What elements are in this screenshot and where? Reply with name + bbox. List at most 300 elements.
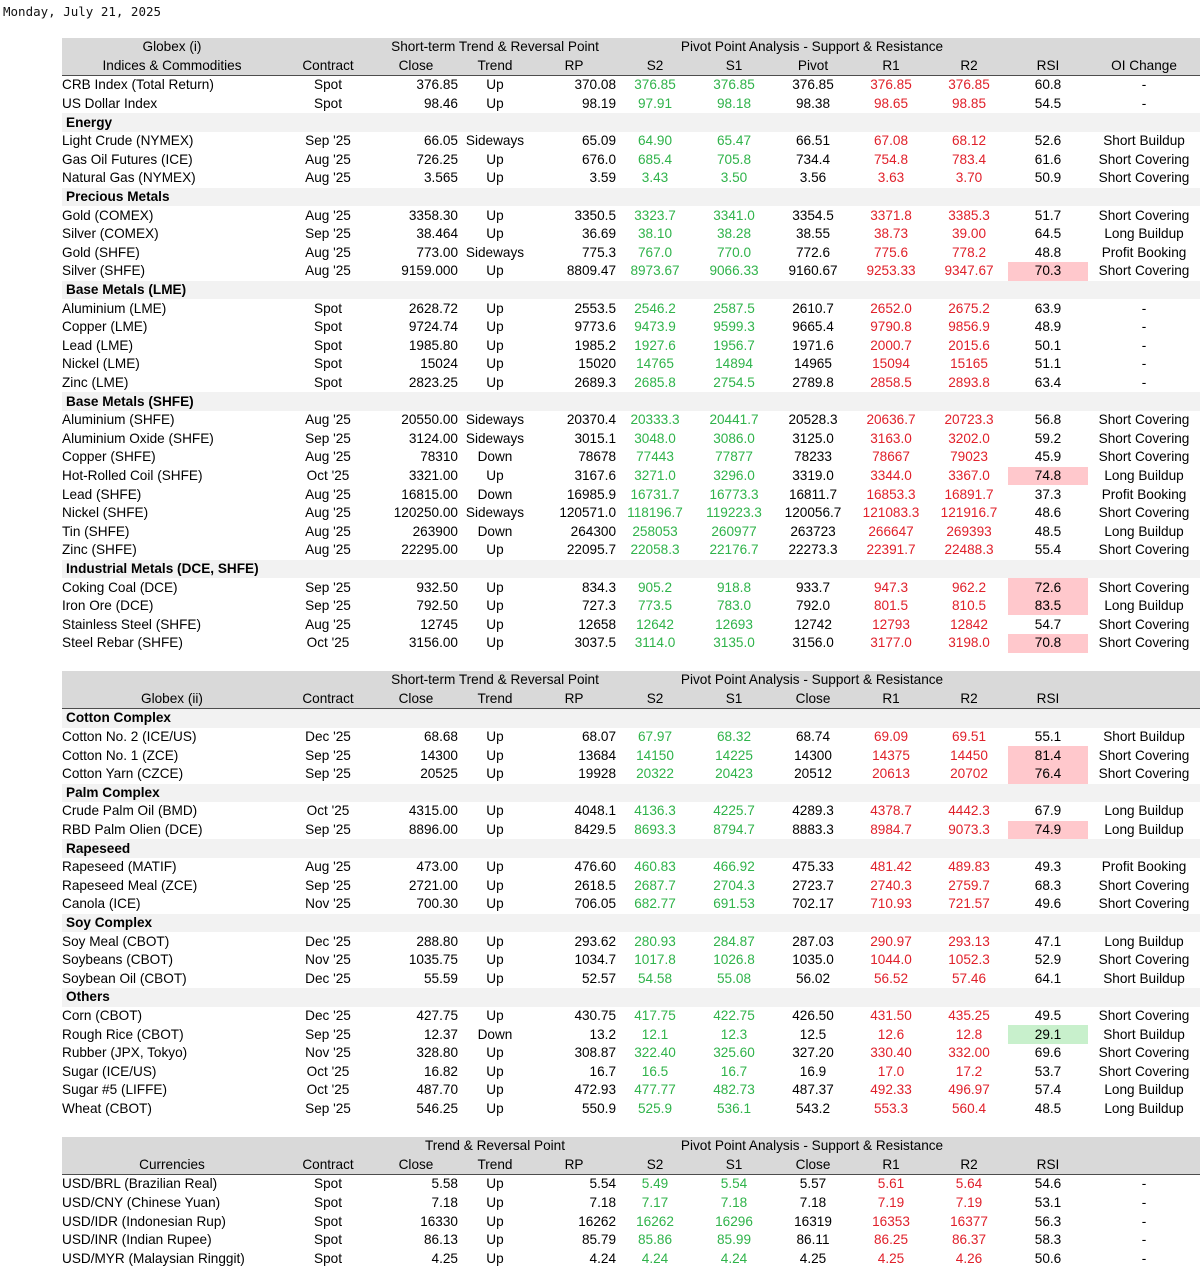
table-row: [62, 1007, 1200, 1026]
cell-rsi: 58.3: [1034, 1232, 1062, 1248]
cell-r1: 3.63: [877, 170, 905, 186]
table-row: [62, 374, 1200, 393]
cell-trend: Up: [486, 467, 504, 483]
cell-rsi: 53.7: [1034, 1063, 1062, 1079]
cell-contract: Aug '25: [305, 151, 351, 167]
cell-s1: 65.47: [717, 133, 752, 149]
cell-contract: Aug '25: [305, 412, 351, 428]
cell-rp: 120571.0: [559, 505, 617, 521]
cell-r2: 22488.3: [944, 542, 994, 558]
column-header-row: [62, 57, 1200, 76]
cell-close: 16330: [420, 1213, 458, 1229]
cell-rp: 52.57: [581, 970, 617, 986]
cell-pivot: 3319.0: [792, 467, 834, 483]
table-row: [62, 1062, 1200, 1081]
cell-r2: 86.37: [952, 1232, 987, 1248]
cell-s2: 773.5: [638, 598, 673, 614]
cell-close: 7.18: [431, 1195, 458, 1211]
cell-r1: 1044.0: [870, 952, 912, 968]
table-row: [62, 504, 1200, 523]
cell-r2: 9856.9: [948, 319, 990, 335]
cell-r2: 5.64: [955, 1176, 983, 1192]
cell-name: CRB Index (Total Return): [62, 77, 214, 93]
cell-rsi: 48.9: [1034, 319, 1062, 335]
cell-trend: Down: [477, 1026, 513, 1042]
cell-oi-change: Short Covering: [1098, 1045, 1190, 1061]
cell-close: 546.25: [416, 1100, 458, 1116]
cell-oi-change: Short Covering: [1098, 579, 1190, 595]
cell-pivot: 792.0: [796, 598, 831, 614]
cell-contract: Spot: [314, 1195, 342, 1211]
cell-oi-change: Long Buildup: [1104, 523, 1184, 539]
cell-rp: 9773.6: [574, 319, 617, 335]
cell-name: Natural Gas (NYMEX): [62, 170, 196, 186]
cell-oi-change: Short Covering: [1098, 542, 1190, 558]
section-header-row: [62, 784, 1200, 803]
cell-s1: 691.53: [713, 896, 755, 912]
cell-rp: 3015.1: [574, 430, 617, 446]
cell-rsi: 29.1: [1008, 1025, 1088, 1044]
cell-contract: Dec '25: [305, 933, 351, 949]
table-row: [62, 615, 1200, 634]
cell-trend: Up: [486, 542, 504, 558]
cell-rsi: 54.7: [1034, 616, 1062, 632]
cell-r1: 376.85: [870, 77, 912, 93]
cell-trend: Up: [486, 896, 504, 912]
globex-ii-table: [62, 671, 1200, 1118]
cell-close: 22295.00: [401, 542, 458, 558]
cell-oi-change: Short Covering: [1098, 747, 1190, 763]
cell-pivot: 5.57: [799, 1176, 827, 1192]
table-row: [62, 448, 1200, 467]
cell-s1: 284.87: [713, 933, 755, 949]
table-row: [62, 169, 1200, 188]
cell-trend: Up: [486, 356, 504, 372]
cell-r1: 492.33: [870, 1082, 912, 1098]
cell-s2: 97.91: [638, 96, 673, 112]
cell-contract: Aug '25: [305, 449, 351, 465]
cell-name: USD/CNY (Chinese Yuan): [62, 1195, 221, 1211]
cell-s1: 55.08: [717, 970, 752, 986]
table-row: [62, 1231, 1200, 1250]
cell-r1: 4378.7: [870, 803, 912, 819]
group-spacer: [282, 671, 374, 690]
section-title: Rapeseed: [62, 839, 1200, 858]
cell-pivot: 78233: [794, 449, 832, 465]
cell-trend: Up: [486, 877, 504, 893]
table-row: [62, 355, 1200, 374]
cell-contract: Aug '25: [305, 207, 351, 223]
cell-s2: 905.2: [638, 579, 673, 595]
cell-rp: 293.62: [574, 933, 617, 949]
cell-contract: Aug '25: [305, 542, 351, 558]
cell-rp: 36.69: [581, 226, 617, 242]
cell-pivot: 16811.7: [788, 486, 838, 502]
table-row: [62, 206, 1200, 225]
cell-r2: 435.25: [948, 1007, 990, 1023]
table-row: [62, 411, 1200, 430]
cell-s2: 1017.8: [634, 952, 676, 968]
cell-rsi: 37.3: [1034, 486, 1062, 502]
cell-rp: 20370.4: [566, 412, 617, 428]
cell-s2: 417.75: [634, 1007, 676, 1023]
section-header-row: [62, 839, 1200, 858]
cell-r2: 778.2: [952, 244, 987, 260]
cell-rp: 16985.9: [566, 486, 617, 502]
cell-name: Nickel (SHFE): [62, 505, 149, 521]
cell-oi-change: Long Buildup: [1104, 803, 1184, 819]
group-title: Globex (i): [62, 38, 282, 57]
cell-name: Lead (SHFE): [62, 486, 142, 502]
cell-rp: 5.54: [589, 1176, 617, 1192]
cell-pivot: 2723.7: [792, 877, 834, 893]
cell-oi-change: Short Buildup: [1103, 970, 1185, 986]
cell-rp: 85.79: [581, 1232, 617, 1248]
table-row: [62, 132, 1200, 151]
cell-pivot: 2789.8: [792, 374, 834, 390]
cell-r1: 266647: [868, 523, 914, 539]
cell-s2: 77443: [636, 449, 674, 465]
column-header-trend: Trend: [458, 57, 532, 76]
cell-trend: Up: [486, 300, 504, 316]
cell-contract: Sep '25: [305, 766, 351, 782]
cell-name: Tin (SHFE): [62, 523, 130, 539]
cell-s1: 5.54: [720, 1176, 748, 1192]
cell-s2: 9473.9: [634, 319, 676, 335]
cell-name: Cotton No. 1 (ZCE): [62, 747, 179, 763]
cell-r1: 431.50: [870, 1007, 912, 1023]
cell-r2: 3198.0: [948, 635, 990, 651]
cell-name: Cotton Yarn (CZCE): [62, 766, 184, 782]
cell-close: 792.50: [416, 598, 458, 614]
cell-pivot: 933.7: [796, 579, 831, 595]
cell-oi-change: Short Covering: [1098, 877, 1190, 893]
cell-r1: 710.93: [870, 896, 912, 912]
cell-oi-change: -: [1141, 1176, 1147, 1192]
cell-r2: 98.85: [952, 96, 987, 112]
group-spacer: [1088, 1137, 1200, 1156]
cell-rp: 3167.6: [574, 467, 617, 483]
cell-name: Corn (CBOT): [62, 1007, 143, 1023]
cell-name: Zinc (SHFE): [62, 542, 137, 558]
cell-rp: 4048.1: [574, 803, 617, 819]
cell-pivot: 772.6: [796, 244, 831, 260]
cell-rp: 65.09: [581, 133, 617, 149]
cell-s1: 38.28: [717, 226, 752, 242]
cell-trend: Up: [486, 822, 504, 838]
column-header-rp: RP: [532, 57, 616, 76]
cell-close: 3.565: [423, 170, 458, 186]
cell-contract: Dec '25: [305, 970, 351, 986]
cell-oi-change: Short Buildup: [1103, 1026, 1185, 1042]
section-title: Cotton Complex: [62, 709, 1200, 728]
cell-s2: 14765: [636, 356, 674, 372]
cell-s2: 4.24: [641, 1250, 669, 1266]
column-header-trend: Trend: [458, 1156, 532, 1175]
table-row: [62, 1025, 1200, 1044]
cell-s1: 918.8: [717, 579, 752, 595]
cell-oi-change: Short Covering: [1098, 449, 1190, 465]
table-row: [62, 541, 1200, 560]
cell-r1: 86.25: [874, 1232, 909, 1248]
cell-trend: Up: [486, 1045, 504, 1061]
cell-r1: 2652.0: [870, 300, 912, 316]
cell-rsi: 52.6: [1034, 133, 1062, 149]
cell-s1: 77877: [715, 449, 753, 465]
cell-rp: 16.7: [589, 1063, 617, 1079]
cell-r2: 12.8: [955, 1026, 983, 1042]
column-header-row: [62, 690, 1200, 709]
cell-rsi: 53.1: [1034, 1195, 1062, 1211]
cell-oi-change: -: [1141, 337, 1147, 353]
cell-oi-change: Short Covering: [1098, 170, 1190, 186]
cell-contract: Aug '25: [305, 170, 351, 186]
group-spacer: [1008, 1137, 1088, 1156]
cell-rsi: 55.4: [1034, 542, 1062, 558]
column-header-row: [62, 1156, 1200, 1175]
cell-s1: 1026.8: [713, 952, 755, 968]
cell-close: 55.59: [423, 970, 458, 986]
column-header-r1: R1: [852, 690, 930, 709]
cell-rp: 4.24: [589, 1250, 617, 1266]
cell-r2: 2015.6: [948, 337, 990, 353]
cell-rsi: 81.4: [1008, 746, 1088, 765]
column-header-oi-change: [1088, 1156, 1200, 1175]
cell-r2: 9347.67: [944, 263, 994, 279]
cell-contract: Sep '25: [305, 579, 351, 595]
cell-close: 3156.00: [408, 635, 458, 651]
cell-rsi: 47.1: [1034, 933, 1062, 949]
cell-rp: 78678: [578, 449, 617, 465]
cell-oi-change: Short Covering: [1098, 616, 1190, 632]
cell-contract: Aug '25: [305, 859, 351, 875]
cell-contract: Sep '25: [305, 430, 351, 446]
cell-s1: 705.8: [717, 151, 752, 167]
cell-r2: 269393: [946, 523, 992, 539]
cell-name: Cotton No. 2 (ICE/US): [62, 729, 197, 745]
cell-s1: 12693: [715, 616, 753, 632]
cell-rsi: 52.9: [1034, 952, 1062, 968]
cell-contract: Sep '25: [305, 598, 351, 614]
cell-close: 9724.74: [408, 319, 458, 335]
cell-contract: Spot: [314, 77, 342, 93]
cell-name: Soy Meal (CBOT): [62, 933, 170, 949]
cell-close: 773.00: [416, 244, 458, 260]
cell-oi-change: Short Covering: [1098, 1007, 1190, 1023]
report-date: Monday, July 21, 2025: [3, 4, 162, 19]
cell-rp: 15020: [578, 356, 617, 372]
cell-rsi: 72.6: [1008, 578, 1088, 597]
group-title: [62, 1137, 282, 1156]
cell-name: Sugar (ICE/US): [62, 1063, 157, 1079]
column-header-r1: R1: [852, 1156, 930, 1175]
cell-rsi: 48.5: [1034, 523, 1062, 539]
cell-oi-change: Profit Booking: [1101, 244, 1187, 260]
cell-name: USD/IDR (Indonesian Rup): [62, 1213, 226, 1229]
cell-rp: 12658: [578, 616, 617, 632]
cell-s2: 322.40: [634, 1045, 676, 1061]
group-spacer: [1008, 671, 1088, 690]
table-row: [62, 262, 1200, 281]
cell-trend: Down: [477, 449, 513, 465]
cell-r1: 801.5: [874, 598, 909, 614]
cell-close: 98.46: [423, 96, 458, 112]
cell-s2: 20333.3: [630, 412, 680, 428]
cell-s1: 7.18: [720, 1195, 748, 1211]
group-spacer: [282, 1137, 374, 1156]
table-row: [62, 1175, 1200, 1194]
cell-name: Rapeseed (MATIF): [62, 859, 177, 875]
cell-name: Gas Oil Futures (ICE): [62, 151, 193, 167]
cell-s1: 2587.5: [713, 300, 755, 316]
cell-rp: 550.9: [581, 1100, 617, 1116]
cell-close: 2823.25: [408, 374, 458, 390]
cell-rsi: 50.1: [1034, 337, 1062, 353]
currencies-table: [62, 1137, 1200, 1268]
cell-close: 38.464: [416, 226, 458, 242]
cell-r1: 3371.8: [870, 207, 912, 223]
cell-close: 3124.00: [408, 430, 458, 446]
cell-s1: 536.1: [717, 1100, 752, 1116]
cell-trend: Up: [486, 747, 504, 763]
cell-s2: 3048.0: [634, 430, 676, 446]
cell-contract: Aug '25: [305, 616, 351, 632]
cell-trend: Up: [486, 151, 504, 167]
cell-rp: 16262: [578, 1213, 617, 1229]
cell-s1: 770.0: [717, 244, 752, 260]
cell-trend: Up: [486, 96, 504, 112]
cell-close: 12745: [420, 616, 458, 632]
cell-r1: 20636.7: [866, 412, 916, 428]
column-header-contract: Contract: [282, 1156, 374, 1175]
cell-pivot: 9665.4: [792, 319, 834, 335]
column-header-pivot: Pivot: [774, 57, 852, 76]
cell-contract: Spot: [314, 319, 342, 335]
cell-rsi: 51.1: [1034, 356, 1062, 372]
cell-close: 4.25: [431, 1250, 458, 1266]
cell-r2: 721.57: [948, 896, 990, 912]
cell-rp: 1034.7: [574, 952, 617, 968]
cell-contract: Aug '25: [305, 486, 351, 502]
section-header-row: [62, 560, 1200, 579]
cell-r1: 56.52: [874, 970, 909, 986]
cell-oi-change: Short Covering: [1098, 207, 1190, 223]
cell-s2: 7.17: [641, 1195, 669, 1211]
cell-pivot: 702.17: [792, 896, 834, 912]
cell-s1: 3135.0: [713, 635, 755, 651]
group-header-row: [62, 671, 1200, 690]
cell-rp: 7.18: [589, 1195, 617, 1211]
cell-s2: 85.86: [638, 1232, 673, 1248]
cell-contract: Oct '25: [306, 803, 350, 819]
cell-trend: Sideways: [465, 505, 525, 521]
cell-oi-change: -: [1141, 1250, 1147, 1266]
cell-close: 16815.00: [401, 486, 458, 502]
cell-close: 120250.00: [393, 505, 458, 521]
cell-pivot: 287.03: [792, 933, 834, 949]
cell-name: Hot-Rolled Coil (SHFE): [62, 467, 203, 483]
cell-trend: Up: [486, 766, 504, 782]
cell-r1: 16353: [872, 1213, 910, 1229]
cell-r1: 12793: [872, 616, 910, 632]
cell-rp: 775.3: [581, 244, 617, 260]
cell-trend: Up: [486, 729, 504, 745]
cell-rp: 19928: [578, 766, 617, 782]
cell-r1: 3344.0: [870, 467, 912, 483]
column-header-oi-change: OI Change: [1088, 57, 1200, 76]
cell-trend: Up: [486, 1082, 504, 1098]
cell-trend: Up: [486, 598, 504, 614]
section-title: Precious Metals: [62, 188, 1200, 207]
group-trend-title: Trend & Reversal Point: [374, 1137, 616, 1156]
cell-oi-change: -: [1141, 319, 1147, 335]
column-header-name: Indices & Commodities: [62, 57, 282, 76]
cell-r2: 3202.0: [948, 430, 990, 446]
cell-r2: 376.85: [948, 77, 990, 93]
cell-rp: 2689.3: [574, 374, 617, 390]
cell-r2: 560.4: [952, 1100, 987, 1116]
group-trend-title: Short-term Trend & Reversal Point: [374, 38, 616, 57]
cell-pivot: 20528.3: [788, 412, 838, 428]
cell-s2: 16731.7: [630, 486, 680, 502]
column-header-s1: S1: [694, 1156, 774, 1175]
cell-close: 16.82: [423, 1063, 458, 1079]
cell-pivot: 475.33: [792, 859, 834, 875]
cell-trend: Up: [486, 319, 504, 335]
cell-rp: 2553.5: [574, 300, 617, 316]
cell-s2: 682.77: [634, 896, 676, 912]
group-pivot-title: Pivot Point Analysis - Support & Resistance: [616, 1137, 1008, 1156]
cell-rsi: 50.9: [1034, 170, 1062, 186]
cell-trend: Up: [486, 374, 504, 390]
cell-contract: Spot: [314, 1232, 342, 1248]
cell-oi-change: Short Buildup: [1103, 133, 1185, 149]
cell-contract: Nov '25: [305, 896, 351, 912]
cell-s2: 4136.3: [634, 803, 676, 819]
cell-trend: Up: [486, 970, 504, 986]
cell-rp: 706.05: [574, 896, 617, 912]
cell-rsi: 64.5: [1034, 226, 1062, 242]
cell-r1: 67.08: [874, 133, 909, 149]
cell-r2: 121916.7: [940, 505, 998, 521]
section-title: Industrial Metals (DCE, SHFE): [62, 560, 1200, 579]
cell-contract: Spot: [314, 374, 342, 390]
cell-name: USD/BRL (Brazilian Real): [62, 1176, 218, 1192]
cell-name: Iron Ore (DCE): [62, 598, 154, 614]
section-title: Soy Complex: [62, 914, 1200, 933]
section-header-row: [62, 914, 1200, 933]
cell-s2: 767.0: [638, 244, 673, 260]
cell-pivot: 4289.3: [792, 803, 834, 819]
cell-rp: 98.19: [581, 96, 617, 112]
cell-rsi: 55.1: [1034, 729, 1062, 745]
section-header-row: [62, 392, 1200, 411]
cell-close: 3358.30: [408, 207, 458, 223]
cell-s1: 3296.0: [713, 467, 755, 483]
cell-name: Coking Coal (DCE): [62, 579, 178, 595]
cell-rsi: 63.9: [1034, 300, 1062, 316]
cell-close: 68.68: [423, 729, 458, 745]
cell-oi-change: Short Covering: [1098, 412, 1190, 428]
cell-s2: 16.5: [641, 1063, 669, 1079]
cell-name: Gold (COMEX): [62, 207, 154, 223]
cell-r1: 9790.8: [870, 319, 912, 335]
cell-s2: 20322: [636, 766, 674, 782]
cell-oi-change: Profit Booking: [1101, 486, 1187, 502]
cell-s1: 16.7: [720, 1063, 748, 1079]
cell-r1: 553.3: [874, 1100, 909, 1116]
cell-oi-change: -: [1141, 1213, 1147, 1229]
